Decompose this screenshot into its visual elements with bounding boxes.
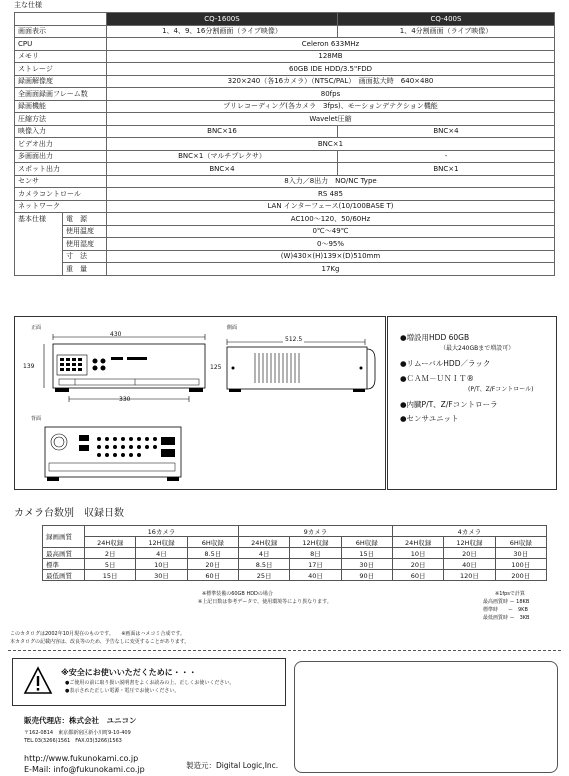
calc-line-1: 最高画質時 ー 18KB xyxy=(483,599,530,605)
recording-days-table xyxy=(42,525,547,581)
dealer-tel: TEL.03(3266)1561 FAX.03(3266)1563 xyxy=(24,738,122,744)
spec-value: プリレコーディング(各カメラ 3fps)、モーションデテクション機能 xyxy=(107,100,555,113)
spec-row xyxy=(15,63,555,76)
spec-value: LAN インターフェース(10/100BASE T) xyxy=(107,200,555,213)
dealer-address: 〒162-0814 東京都新宿区新小川町9-10-409 xyxy=(24,730,131,736)
spec-header-blank xyxy=(15,13,107,26)
spec-label: ビデオ出力 xyxy=(15,138,107,151)
recording-days-cell: 15日 xyxy=(85,570,136,581)
recording-days-cell: 60日 xyxy=(392,570,443,581)
spec-basic-sublabel: 使用湿度 xyxy=(63,238,107,251)
footer-divider xyxy=(8,650,561,651)
spec-basic-label-cont xyxy=(15,263,63,276)
recording-days-cell: 30日 xyxy=(495,548,546,559)
spec-row xyxy=(15,200,555,213)
calc-title: ※1fpsで計算 xyxy=(495,591,525,597)
spec-label: 録画解像度 xyxy=(15,75,107,88)
dimension-drawing-box xyxy=(14,316,386,490)
spec-value: BNC×1 xyxy=(107,138,555,151)
spec-basic-value: 0℃〜49℃ xyxy=(107,225,555,238)
warning-icon xyxy=(23,665,53,697)
recording-note-2: ※上記日数は参考データで、使用環境等により異なります。 xyxy=(198,599,332,605)
spec-row xyxy=(15,38,555,51)
recording-days-cell: 30日 xyxy=(136,570,187,581)
spec-basic-label-cont xyxy=(15,238,63,251)
spec-value-cq1600s: BNC×4 xyxy=(107,163,338,176)
safety-line-1: ●ご使用の前に取り扱い説明書をよくお読みの上、正しくお使いください。 xyxy=(65,680,235,686)
option-cam-unit-note: (P/T、Z/Fコントロール) xyxy=(468,386,534,393)
recording-days-cell: 4日 xyxy=(238,548,289,559)
recording-days-cell: 10日 xyxy=(392,548,443,559)
spec-value: RS 485 xyxy=(107,188,555,201)
spec-basic-sublabel: 電 源 xyxy=(63,213,107,226)
recording-days-cell: 30日 xyxy=(341,559,392,570)
quality-label: 標準 xyxy=(43,559,85,570)
maker-name: 製造元：Digital Logic,Inc. xyxy=(186,761,279,770)
recording-corner-header: 録画画質 xyxy=(43,526,85,548)
spec-basic-value: 0〜95% xyxy=(107,238,555,251)
duration-header: 12H収録 xyxy=(444,537,495,548)
spec-basic-row xyxy=(15,213,555,226)
recording-title: カメラ台数別 収録日数 xyxy=(14,508,124,519)
spec-value-cq400s: BNC×1 xyxy=(338,163,555,176)
spec-label: 画面表示 xyxy=(15,25,107,38)
options-box xyxy=(387,316,557,490)
option-sensor-unit: ●センサユニット xyxy=(400,414,459,423)
safety-title: ※安全にお使いいただくために・・・ xyxy=(61,668,197,677)
safety-line-2: ●表示された正しい電源・電圧でお使いください。 xyxy=(65,688,180,694)
model-header-cq400s: CQ-400S xyxy=(338,13,555,26)
recording-days-cell: 20日 xyxy=(187,559,238,570)
recording-days-cell: 8日 xyxy=(290,548,341,559)
spec-basic-value: AC100〜120、50/60Hz xyxy=(107,213,555,226)
spec-label: 圧縮方法 xyxy=(15,113,107,126)
spec-row xyxy=(15,188,555,201)
spec-row xyxy=(15,138,555,151)
back-view-label: 背面 xyxy=(31,416,42,422)
spec-basic-sublabel: 寸 法 xyxy=(63,250,107,263)
spec-label: 録画機能 xyxy=(15,100,107,113)
spec-value: Wavelet圧縮 xyxy=(107,113,555,126)
dim-430: 430 xyxy=(110,331,122,338)
duration-header: 24H収録 xyxy=(85,537,136,548)
spec-basic-label-cont xyxy=(15,225,63,238)
spec-basic-value: 17Kg xyxy=(107,263,555,276)
spec-value-cq400s: - xyxy=(338,150,555,163)
recording-days-cell: 100日 xyxy=(495,559,546,570)
dim-139: 139 xyxy=(23,363,35,370)
dealer-email[interactable]: E-Mail: info@fukunokami.co.jp xyxy=(24,765,145,774)
recording-row xyxy=(43,548,547,559)
spec-value-cq400s: 1、4分割画面（ライブ映像） xyxy=(338,25,555,38)
duration-header: 12H収録 xyxy=(290,537,341,548)
recording-days-cell: 90日 xyxy=(341,570,392,581)
spec-row xyxy=(15,50,555,63)
recording-days-cell: 2日 xyxy=(85,548,136,559)
dealer-stamp-box xyxy=(294,661,558,773)
spec-basic-row xyxy=(15,238,555,251)
spec-label: 全画面録画フレーム数 xyxy=(15,88,107,101)
side-view-label: 側面 xyxy=(227,325,238,331)
catalog-note-2: 本カタログの記載内容は、改良等のため、予告なしに変更することがあります。 xyxy=(10,639,190,645)
spec-row xyxy=(15,163,555,176)
duration-header: 6H収録 xyxy=(495,537,546,548)
safety-box xyxy=(12,658,286,706)
catalog-note-1: このカタログは2002年10月現在のものです。 ※画面はハメコミ合成です。 xyxy=(10,631,185,637)
spec-row xyxy=(15,88,555,101)
recording-days-cell: 40日 xyxy=(290,570,341,581)
dimension-drawing xyxy=(15,317,385,489)
spec-value: Celeron 633MHz xyxy=(107,38,555,51)
recording-days-cell: 120日 xyxy=(444,570,495,581)
spec-label: 映像入力 xyxy=(15,125,107,138)
spec-table xyxy=(14,12,555,276)
recording-days-cell: 8.5日 xyxy=(187,548,238,559)
recording-days-cell: 200日 xyxy=(495,570,546,581)
spec-basic-row xyxy=(15,263,555,276)
spec-value-cq1600s: BNC×16 xyxy=(107,125,338,138)
recording-days-cell: 10日 xyxy=(136,559,187,570)
spec-label: スポット出力 xyxy=(15,163,107,176)
spec-basic-sublabel: 使用温度 xyxy=(63,225,107,238)
recording-days-cell: 20日 xyxy=(444,548,495,559)
spec-value: 80fps xyxy=(107,88,555,101)
spec-value: 320×240（各16カメラ）（NTSC/PAL） 画面拡大時 640×480 xyxy=(107,75,555,88)
model-header-cq1600s: CQ-1600S xyxy=(107,13,338,26)
spec-row xyxy=(15,175,555,188)
camera-group-header: 9カメラ xyxy=(238,526,392,537)
recording-days-cell: 5日 xyxy=(85,559,136,570)
quality-label: 最高画質 xyxy=(43,548,85,559)
option-hdd: ●増設用HDD 60GB xyxy=(400,333,470,342)
spec-basic-sublabel: 重 量 xyxy=(63,263,107,276)
spec-label: 多画面出力 xyxy=(15,150,107,163)
spec-row xyxy=(15,75,555,88)
duration-header: 24H収録 xyxy=(392,537,443,548)
quality-label: 最低画質 xyxy=(43,570,85,581)
dim-125: 125 xyxy=(210,364,222,371)
recording-days-cell: 8.5日 xyxy=(238,559,289,570)
spec-label: ストレージ xyxy=(15,63,107,76)
recording-days-cell: 17日 xyxy=(290,559,341,570)
spec-label: CPU xyxy=(15,38,107,51)
option-removable-hdd: ●リムーバルHDD／ラック xyxy=(400,359,491,368)
spec-row xyxy=(15,100,555,113)
dim-512: 512.5 xyxy=(285,336,303,343)
spec-label: ネットワーク xyxy=(15,200,107,213)
spec-row xyxy=(15,150,555,163)
calc-line-2: 標準時 ー 9KB xyxy=(483,607,528,613)
recording-note-1: ※標準装備の60GB HDDの場合 xyxy=(202,591,273,597)
recording-days-cell: 40日 xyxy=(444,559,495,570)
spec-value-cq400s: BNC×4 xyxy=(338,125,555,138)
duration-header: 6H収録 xyxy=(187,537,238,548)
camera-group-header: 4カメラ xyxy=(392,526,546,537)
spec-basic-row xyxy=(15,250,555,263)
recording-row xyxy=(43,570,547,581)
dim-330: 330 xyxy=(119,396,131,403)
recording-days-cell: 15日 xyxy=(341,548,392,559)
spec-row xyxy=(15,125,555,138)
spec-label: センサ xyxy=(15,175,107,188)
spec-value: 8入力／8出力 NO/NC Type xyxy=(107,175,555,188)
spec-row xyxy=(15,113,555,126)
duration-header: 24H収録 xyxy=(238,537,289,548)
option-ptz-controller: ●内臓P/T、Z/Fコントローラ xyxy=(400,400,498,409)
front-view-label: 正面 xyxy=(31,325,42,331)
duration-header: 6H収録 xyxy=(341,537,392,548)
recording-days-cell: 25日 xyxy=(238,570,289,581)
calc-line-3: 最低画質時 ー 3KB xyxy=(483,615,530,621)
recording-row xyxy=(43,559,547,570)
spec-value-cq1600s: 1、4、9、16分割画面（ライブ映像） xyxy=(107,25,338,38)
recording-days-cell: 4日 xyxy=(136,548,187,559)
spec-label: メモリ xyxy=(15,50,107,63)
duration-header: 12H収録 xyxy=(136,537,187,548)
spec-row xyxy=(15,25,555,38)
recording-days-cell: 60日 xyxy=(187,570,238,581)
dealer-name: 販売代理店：株式会社 ユニコン xyxy=(24,716,137,725)
spec-basic-value: (W)430×(H)139×(D)510mm xyxy=(107,250,555,263)
spec-basic-label: 基本仕様 xyxy=(15,213,63,226)
spec-label: カメラコントロール xyxy=(15,188,107,201)
spec-value: 128MB xyxy=(107,50,555,63)
dealer-url[interactable]: http://www.fukunokami.co.jp xyxy=(24,754,139,763)
camera-group-header: 16カメラ xyxy=(85,526,239,537)
recording-days-cell: 20日 xyxy=(392,559,443,570)
option-hdd-note: （最大240GBまで増設可） xyxy=(440,345,515,352)
spec-basic-row xyxy=(15,225,555,238)
spec-basic-label-cont xyxy=(15,250,63,263)
spec-value: 60GB IDE HDD/3.5"FDD xyxy=(107,63,555,76)
spec-value-cq1600s: BNC×1（マルチプレクサ） xyxy=(107,150,338,163)
option-cam-unit: ●ＣＡＭ－ＵＮＩＴ® xyxy=(400,374,475,383)
spec-heading: 主な仕様 xyxy=(14,1,42,9)
